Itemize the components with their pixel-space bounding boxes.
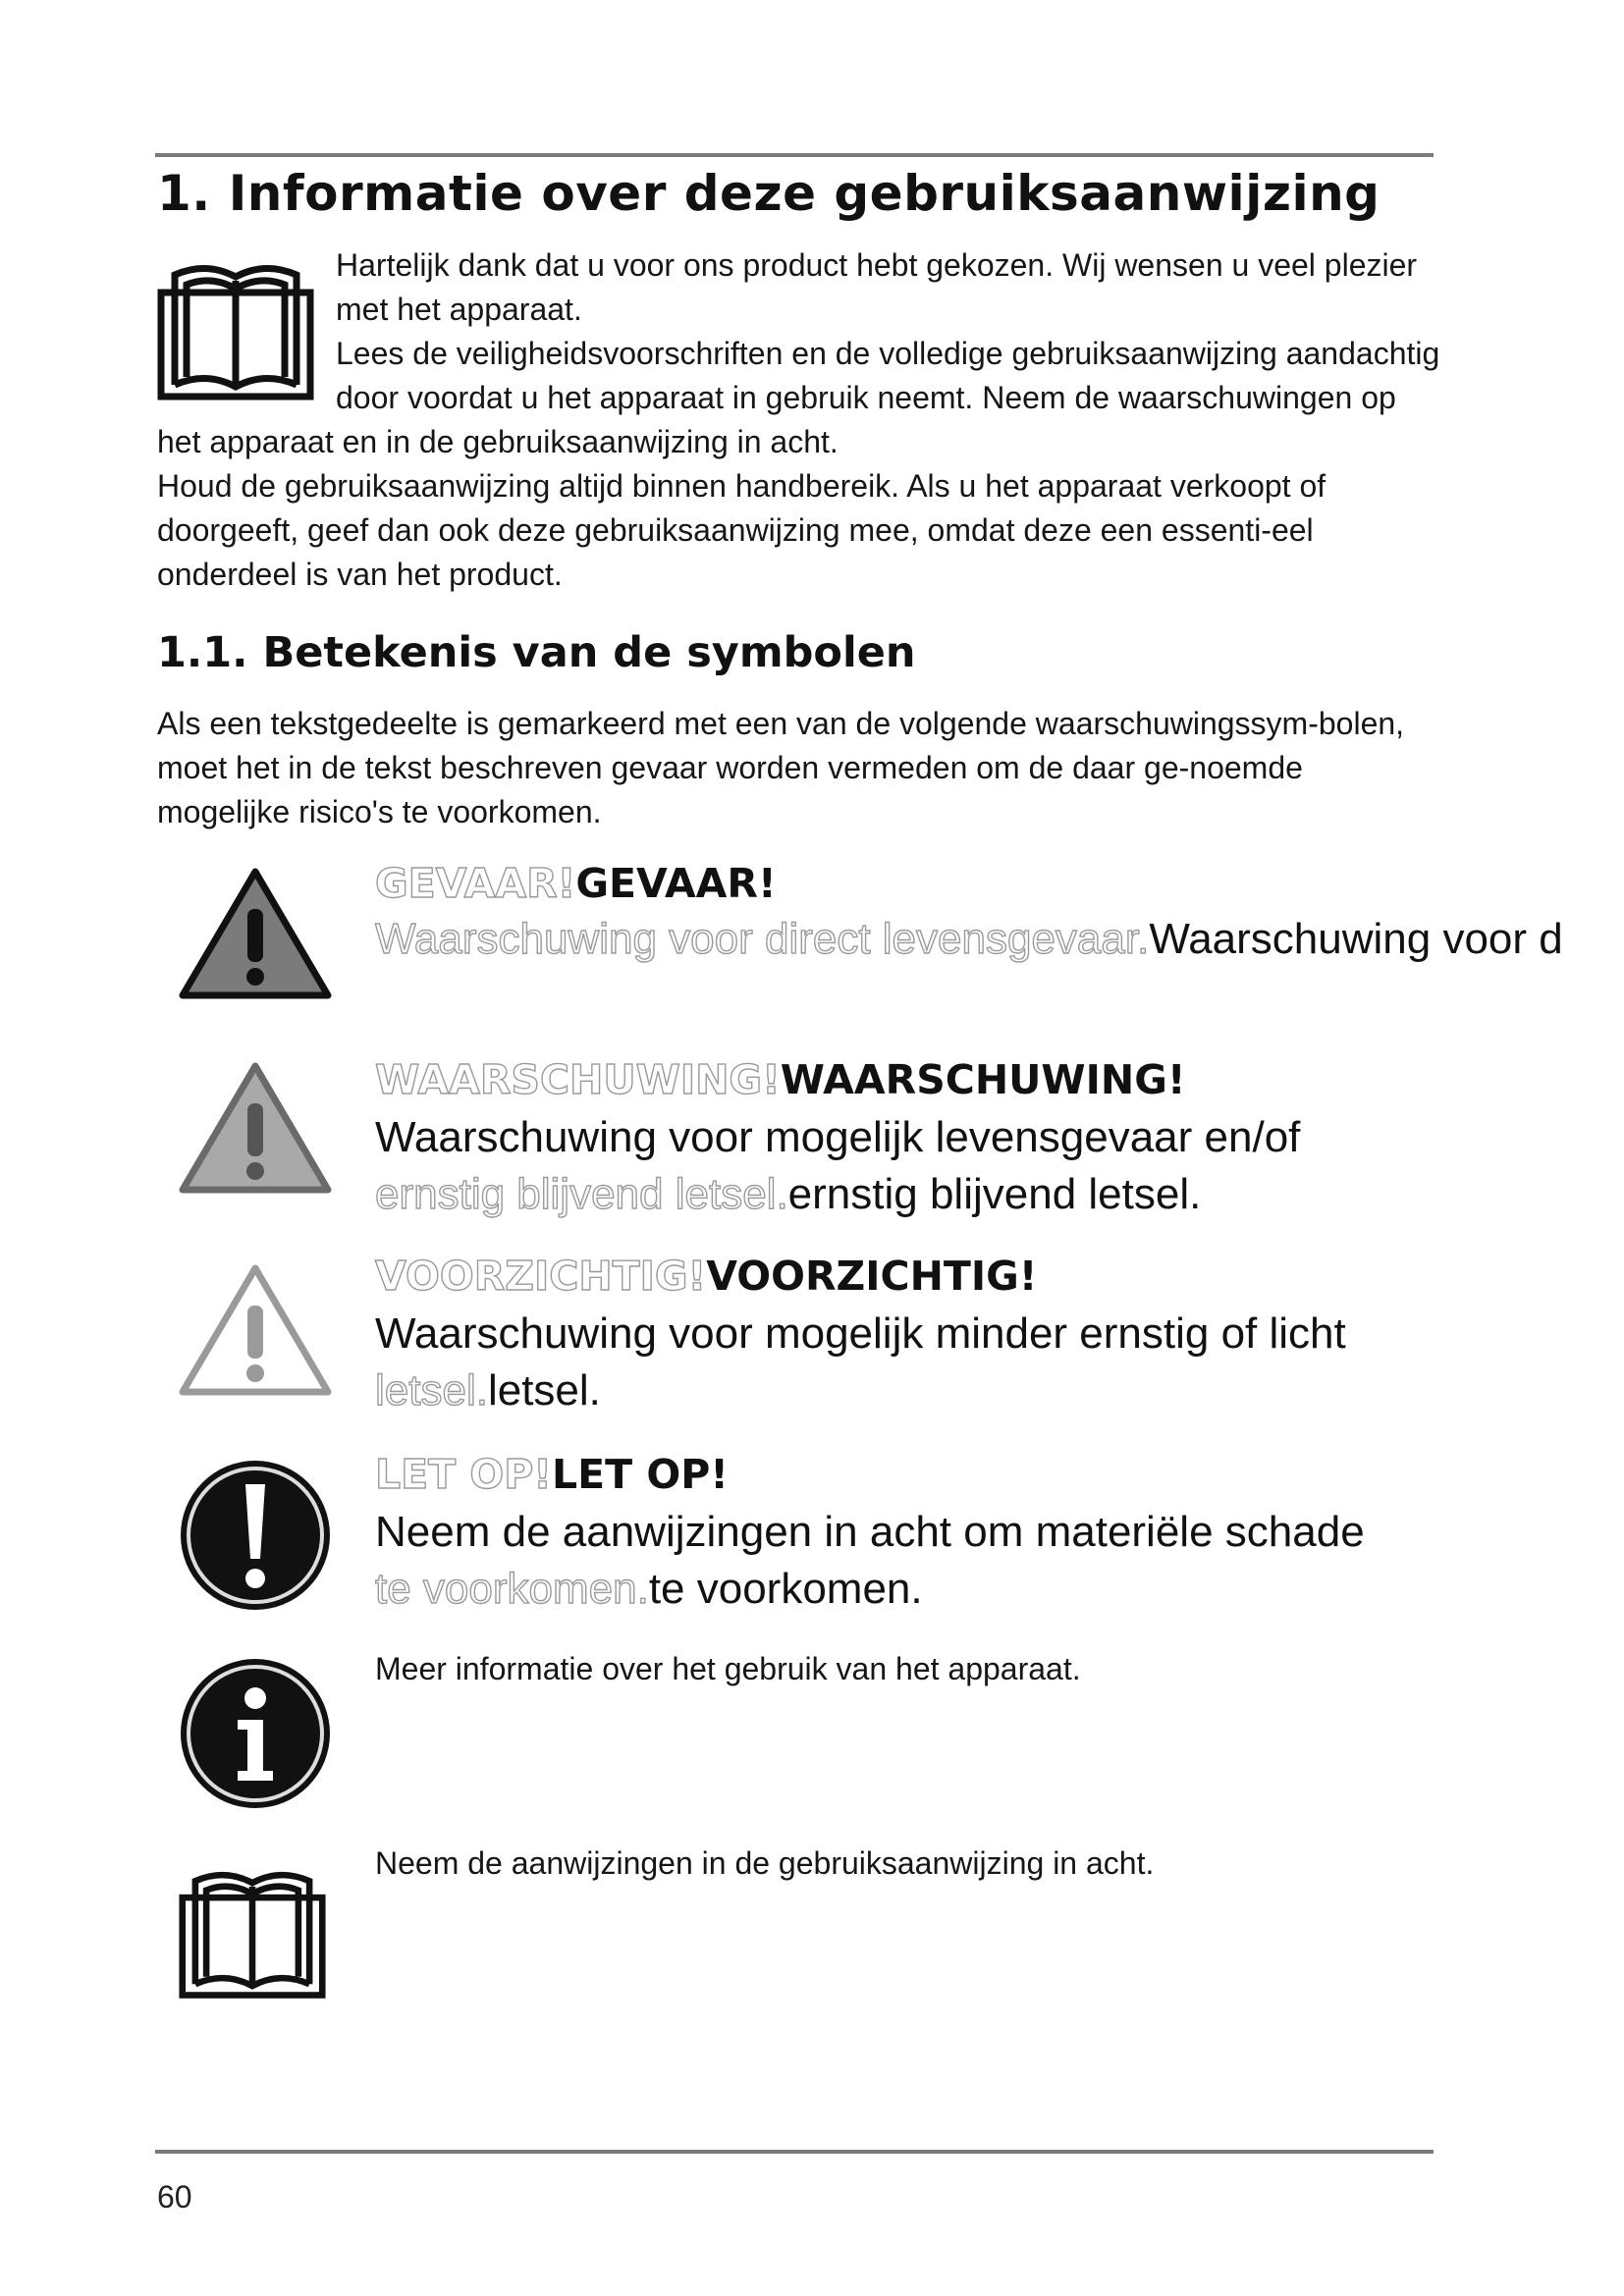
- warning-line-1: Waarschuwing voor mogelijk levensgevaar en/of: [375, 1113, 1301, 1161]
- page-number: 60: [157, 2179, 192, 2215]
- danger-heading: [375, 860, 777, 907]
- warning-heading: [375, 1056, 1186, 1103]
- caution-line-2: letsel.: [487, 1366, 601, 1415]
- notice-line-2: te voorkomen.: [648, 1565, 923, 1613]
- caution-ghost-line: letsel.: [375, 1366, 488, 1415]
- caution-heading: [375, 1253, 1038, 1300]
- caution-line-1: Waarschuwing voor mogelijk minder ernstig of licht: [375, 1309, 1346, 1358]
- manual-book-icon: [179, 1855, 326, 2006]
- subsection-title: 1.1. Betekenis van de symbolen: [157, 628, 916, 677]
- exclamation-circle-icon: [177, 1457, 334, 1618]
- manual-text: Neem de aanwijzingen in de gebruiksaanwijzing in acht.: [375, 1845, 1155, 1881]
- notice-ghost-line: te voorkomen.: [375, 1565, 649, 1613]
- info-text: Meer informatie over het gebruik van het apparaat.: [375, 1651, 1081, 1686]
- top-rule: [155, 153, 1434, 157]
- bottom-rule: [155, 2150, 1434, 2154]
- warning-description: [375, 1170, 1201, 1219]
- info-circle-icon: [177, 1655, 334, 1816]
- danger-ghost-line: Waarschuwing voor direct levensgevaar.: [375, 915, 1150, 963]
- danger-line: Waarschuwing voor d: [1149, 915, 1563, 963]
- caution-description: [375, 1366, 601, 1415]
- warning-ghost-word: WAARSCHUWING!: [375, 1056, 781, 1103]
- caution-ghost-word: VOORZICHTIG!: [375, 1253, 707, 1300]
- danger-ghost-word: GEVAAR!: [375, 860, 576, 907]
- warning-word: WAARSCHUWING!: [780, 1056, 1186, 1103]
- intro-block: [157, 243, 1443, 597]
- intro-paragraph-1: Hartelijk dank dat u voor ons product hebt gekozen. Wij wensen u veel plezier met het apparaat.: [336, 247, 1418, 327]
- notice-ghost-word: LET OP!: [375, 1451, 552, 1498]
- warning-triangle-icon: [177, 1060, 334, 1201]
- notice-line-1: Neem de aanwijzingen in acht om materiële schade: [375, 1508, 1365, 1556]
- intro-paragraph-2: Lees de veiligheidsvoorschriften en de volledige gebruiksaanwijzing aandachtig door voordat u het apparaat in gebruik neemt. Neem de waarschuwingen op het apparaat en in de gebruiksaanwijzing in acht.: [157, 336, 1440, 459]
- warning-ghost-line: ernstig blijvend letsel.: [375, 1170, 788, 1218]
- notice-heading: [375, 1451, 729, 1498]
- book-icon: [157, 247, 314, 404]
- danger-description: [375, 915, 1563, 964]
- intro-paragraph-3: Houd de gebruiksaanwijzing altijd binnen handbereik. Als u het apparaat verkoopt of doorgeeft, geef dan ook deze gebruiksaanwijzing mee, omdat deze een essenti-eel onderdeel is van het product.: [157, 468, 1326, 592]
- danger-triangle-icon: [177, 866, 334, 1007]
- notice-description: [375, 1565, 923, 1614]
- caution-word: VOORZICHTIG!: [706, 1253, 1038, 1300]
- symbols-intro: Als een tekstgedeelte is gemarkeerd met een van de volgende waarschuwingssym-bolen, moet het in de tekst beschreven gevaar worden vermeden om de daar ge-noemde mogelijke risico's te voorkomen.: [157, 706, 1405, 829]
- caution-triangle-icon: [177, 1262, 334, 1404]
- section-title: 1. Informatie over deze gebruiksaanwijzing: [157, 165, 1380, 222]
- warning-line-2: ernstig blijvend letsel.: [787, 1170, 1202, 1218]
- danger-word: GEVAAR!: [575, 860, 777, 907]
- notice-word: LET OP!: [551, 1451, 729, 1498]
